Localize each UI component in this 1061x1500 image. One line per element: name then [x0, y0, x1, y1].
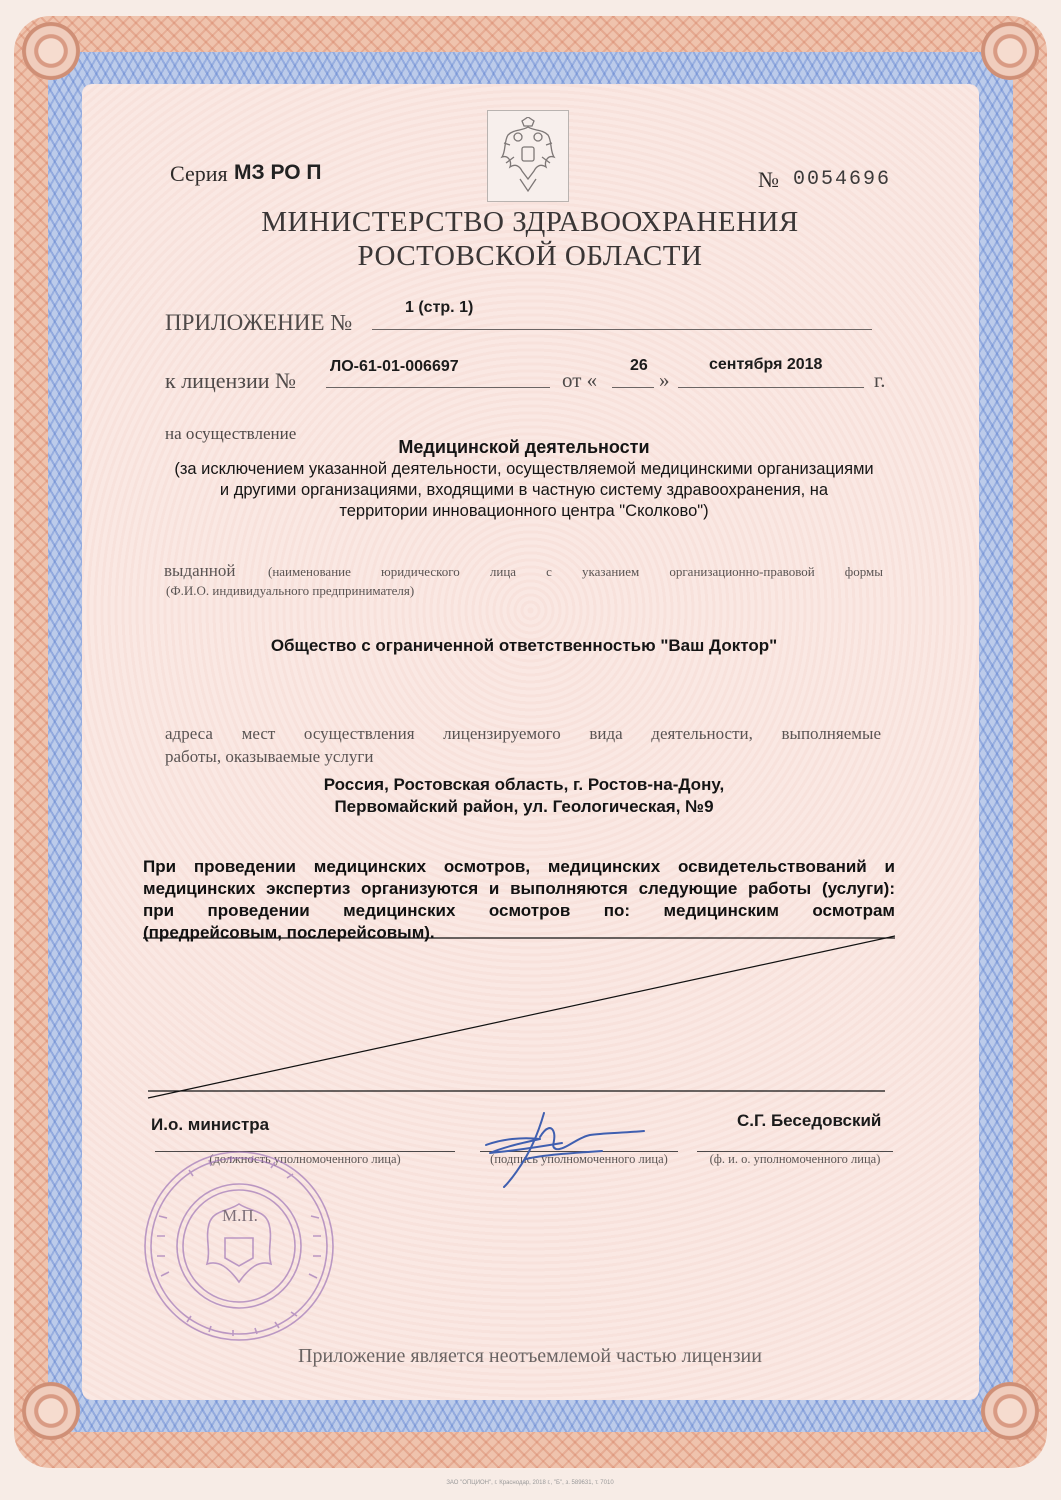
address-label-line2: работы, оказываемые услуги: [165, 747, 374, 766]
series-value: МЗ РО П: [234, 161, 322, 184]
license-month-year: сентября 2018: [709, 356, 823, 373]
works-line: При проведении медицинских осмотров, медицинских освидетельствований и: [143, 857, 895, 876]
activity-label: на осуществление: [165, 424, 297, 443]
works-line: медицинских экспертиз организуются и выполняются следующие работы (услуги):: [143, 879, 895, 898]
works-line: (предрейсовым, послерейсовым).: [143, 923, 435, 942]
license-number: ЛО-61-01-006697: [330, 358, 459, 375]
address-label-line1: адреса мест осуществления лицензируемого вида деятельности, выполняемые: [165, 724, 881, 743]
printer-imprint: ЗАО "ОПЦИОН", г. Краснодар, 2018 г., "Б", з. 589631, т. 7010: [446, 1480, 614, 1486]
appendix-label: ПРИЛОЖЕНИЕ №: [165, 310, 353, 335]
activity-note-line: (за исключением указанной деятельности, осуществляемой медицинскими организациями: [174, 460, 874, 478]
works-line: при проведении медицинских осмотров по: медицинским осмотрам: [143, 901, 895, 920]
issued-label: выданной: [164, 561, 236, 580]
organization-name: Общество с ограниченной ответственностью "Ваш Доктор": [270, 636, 778, 655]
seal-label: М.П.: [222, 1206, 258, 1225]
ministry-title-line: МИНИСТЕРСТВО ЗДРАВООХРАНЕНИЯ: [261, 206, 799, 238]
appendix-value: 1 (стр. 1): [405, 299, 474, 316]
name-caption: (ф. и. о. уполномоченного лица): [709, 1152, 881, 1166]
activity-title: Медицинской деятельности: [398, 437, 650, 457]
address-line: Первомайский район, ул. Геологическая, №9: [334, 797, 714, 816]
position-caption: (должность уполномоченного лица): [209, 1152, 401, 1166]
issued-hint-line1: (наименование юридического лица с указанием организационно-правовой формы: [268, 564, 883, 579]
official-seal: [139, 1146, 339, 1346]
signatory-position: И.о. министра: [151, 1115, 270, 1134]
signatory-name: С.Г. Беседовский: [737, 1111, 882, 1130]
issued-hint-line2: (Ф.И.О. индивидуального предпринимателя): [166, 583, 415, 598]
footer-note: Приложение является неотъемлемой частью лицензии: [298, 1345, 762, 1367]
activity-note-line: и другими организациями, входящими в частную систему здравоохранения, на: [219, 481, 829, 499]
license-day: 26: [630, 357, 648, 374]
address-line: Россия, Ростовская область, г. Ростов-на-Дону,: [323, 775, 725, 794]
series-label: Серия: [170, 161, 228, 186]
license-date-from-label: от «: [562, 368, 598, 392]
handwritten-signature: [482, 1107, 652, 1192]
form-number-label: №: [758, 167, 779, 192]
signature-caption: (подпись уполномоченного лица): [490, 1152, 668, 1166]
activity-note-line: территории инновационного центра "Сколково"): [339, 502, 709, 520]
license-year-suffix: г.: [874, 368, 886, 392]
license-label: к лицензии №: [165, 368, 296, 393]
license-day-close-quote: »: [659, 368, 670, 392]
ministry-title-line: РОСТОВСКОЙ ОБЛАСТИ: [357, 240, 703, 272]
form-number-value: 0054696: [793, 168, 892, 191]
